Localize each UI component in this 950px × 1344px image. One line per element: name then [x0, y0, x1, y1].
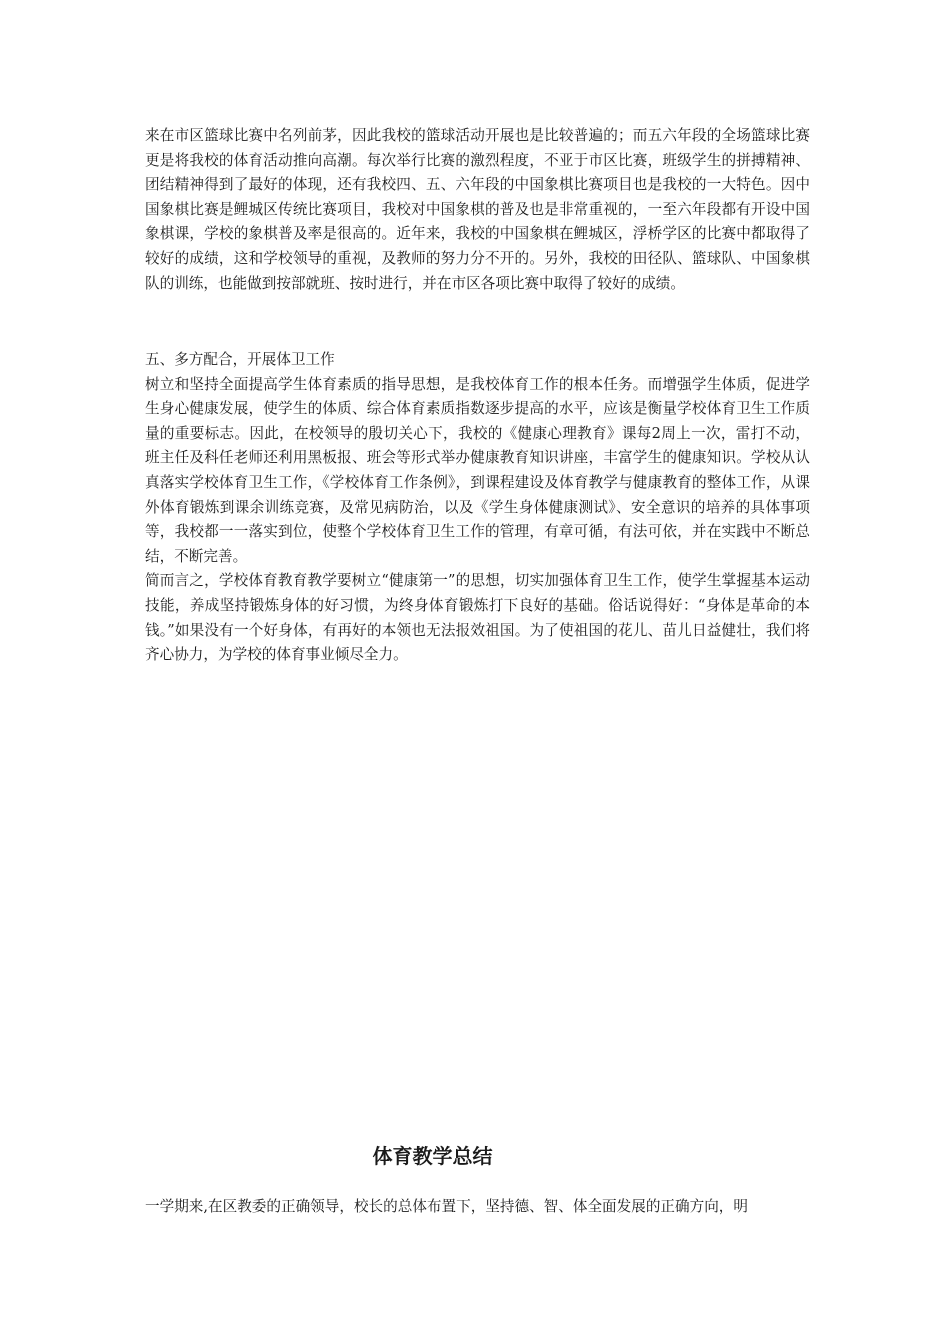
continuation-section: [145, 124, 810, 296]
section-five-heading: 五、多方配合，开展体卫工作: [145, 351, 335, 368]
document-title: 体育教学总结: [372, 1144, 493, 1168]
next-document-first-line: 一学期来,在区教委的正确领导，校长的总体布置下，坚持德、智、体全面发展的正确方向，明: [145, 1198, 748, 1215]
section-five-paragraph-1: 树立和坚持全面提高学生体育素质的指导思想，是我校体育工作的根本任务。而增强学生体质，促进学生身心健康发展，使学生的体质、综合体育素质指数逐步提高的水平，应该是衡量学校体育卫生工作质量的重要标志。因此，在校领导的殷切关心下，我校的《健康心理教育》课每2周上一次，雷打不动，班主任及科任老师还利用黑板报、班会等形式举办健康教育知识讲座，丰富学生的健康知识。学校从认真落实学校体育卫生工作，《学校体育工作条例》，到课程建设及体育教学与健康教育的整体工作，从课外体育锻炼到课余训练竞赛，及常见病防治，以及《学生身体健康测试》、安全意识的培养的具体事项等，我校都一一落实到位，使整个学校体育卫生工作的管理，有章可循，有法可依，并在实践中不断总结，不断完善。: [145, 375, 810, 565]
section-five-paragraph-2: 简而言之，学校体育教育教学要树立“健康第一”的思想，切实加强体育卫生工作，使学生掌握基本运动技能，养成坚持锻炼身体的好习惯，为终身体育锻炼打下良好的基础。俗话说得好：“身体是革命的本钱。”如果没有一个好身体，有再好的本领也无法报效祖国。为了使祖国的花儿、苗儿日益健壮，我们将齐心协力，为学校的体育事业倾尽全力。: [145, 572, 810, 664]
next-document-body: [145, 1195, 810, 1220]
continuation-paragraph: 来在市区篮球比赛中名列前茅，因此我校的篮球活动开展也是比较普遍的；而五六年段的全场篮球比赛更是将我校的体育活动推向高潮。每次举行比赛的激烈程度，不亚于市区比赛，班级学生的拼搏精神、团结精神得到了最好的体现，还有我校四、五、六年段的中国象棋比赛项目也是我校的一大特色。因中国象棋比赛是鲤城区传统比赛项目，我校对中国象棋的普及也是非常重视的，一至六年段都有开设中国象棋课，学校的象棋普及率是很高的。近年来，我校的中国象棋在鲤城区，浮桥学区的比赛中都取得了较好的成绩，这和学校领导的重视，及教师的努力分不开的。另外，我校的田径队、篮球队、中国象棋队的训练，也能做到按部就班、按时进行，并在市区各项比赛中取得了较好的成绩。: [145, 127, 810, 292]
section-five: [145, 348, 810, 668]
